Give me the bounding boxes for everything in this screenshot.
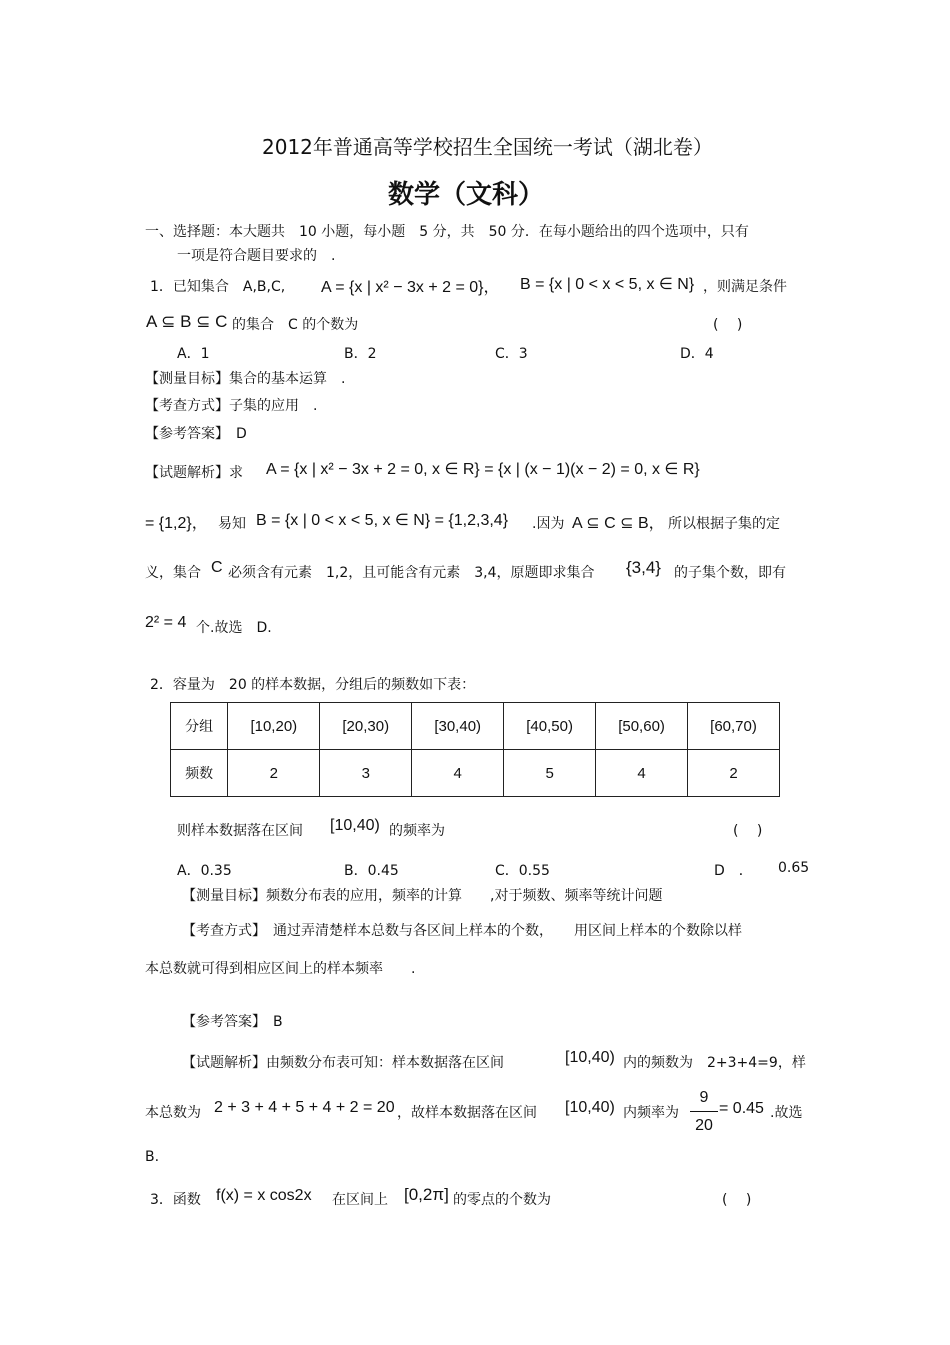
q2-analysis-interval-2: [10,40) bbox=[565, 1099, 615, 1116]
exam-title: 2012年普通高等学校招生全国统一考试（湖北卷） bbox=[262, 135, 713, 159]
table-cell: 2 bbox=[688, 750, 780, 797]
q2-ask-end: 的频率为 bbox=[389, 823, 445, 839]
q1-analysis-because: .因为 bbox=[532, 516, 565, 532]
q2-analysis-line2-c: ，故样本数据落在区间 bbox=[397, 1105, 537, 1121]
q2-analysis-line1-a: 【试题解析】由频数分布表可知：样本数据落在区间 bbox=[182, 1055, 504, 1071]
q1-analysis-label: 【试题解析】求 bbox=[145, 465, 243, 481]
q2-option-d-value: 0.65 bbox=[778, 860, 810, 876]
q2-analysis-result: = 0.45 bbox=[719, 1100, 764, 1117]
q2-answer: 【参考答案】 B bbox=[182, 1014, 283, 1030]
q1-option-c: C．3 bbox=[495, 346, 528, 362]
q2-stem: 2．容量为 20 的样本数据，分组后的频数如下表： bbox=[150, 677, 476, 693]
table-row bbox=[171, 750, 780, 797]
q2-fraction-denominator: 20 bbox=[695, 1117, 713, 1134]
q2-analysis-interval: [10,40) bbox=[565, 1049, 615, 1066]
q1-condition: A ⊆ B ⊆ C bbox=[146, 312, 228, 331]
q1-analysis-easy: 易知 bbox=[218, 516, 246, 532]
table-cell: 2 bbox=[228, 750, 320, 797]
table-cell: 4 bbox=[596, 750, 688, 797]
q2-analysis-line2-e: 内频率为 bbox=[623, 1105, 679, 1121]
q2-option-c: C．0.55 bbox=[495, 863, 550, 879]
q3-stem-num: 3．函数 bbox=[150, 1192, 201, 1208]
table-header-cell: [50,60) bbox=[596, 703, 688, 750]
q3-stem-end: 的零点的个数为 bbox=[453, 1192, 551, 1208]
q2-analysis-total-label: 本总数为 bbox=[145, 1105, 201, 1121]
q2-answer-paren: ( ) bbox=[733, 823, 763, 839]
q2-analysis-choose: .故选 bbox=[770, 1105, 803, 1121]
q2-option-a: A．0.35 bbox=[177, 863, 232, 879]
q1-analysis-chain: A ⊆ C ⊆ B， bbox=[572, 515, 665, 532]
q2-analysis-line1-c: 内的频数为 2+3+4=9，样 bbox=[623, 1055, 806, 1071]
q1-target: 【测量目标】集合的基本运算 . bbox=[145, 371, 346, 387]
q2-target: 【测量目标】频数分布表的应用，频率的计算 ,对于频数、频率等统计问题 bbox=[182, 888, 663, 904]
frequency-table bbox=[170, 702, 780, 797]
table-header-cell: 分组 bbox=[171, 703, 228, 750]
q3-interval: [0,2π] bbox=[404, 1185, 449, 1204]
q1-analysis-set12: = {1,2}， bbox=[145, 515, 208, 532]
q1-analysis-power: 2² = 4 bbox=[145, 614, 187, 631]
q2-analysis-final: B. bbox=[145, 1149, 160, 1165]
q1-analysis-set34: {3,4} bbox=[626, 558, 661, 577]
q1-set-b: B = {x | 0 < x < 5, x ∈ N} bbox=[520, 276, 695, 293]
q1-method: 【考查方式】子集的应用 . bbox=[145, 398, 318, 414]
section-instruction-line2: 一项是符合题目要求的 . bbox=[177, 248, 336, 264]
table-cell: 4 bbox=[412, 750, 504, 797]
table-cell: 3 bbox=[320, 750, 412, 797]
q1-analysis-c: C bbox=[211, 559, 223, 576]
exam-subtitle: 数学（文科） bbox=[388, 180, 545, 210]
q1-option-a: A．1 bbox=[177, 346, 210, 362]
q1-analysis-set-b: B = {x | 0 < x < 5, x ∈ N} = {1,2,3,4} bbox=[256, 512, 509, 529]
table-row bbox=[171, 703, 780, 750]
section-instruction-line1: 一、选择题：本大题共 10 小题，每小题 5 分，共 50 分．在每小题给出的四个选项中，只有 bbox=[145, 224, 749, 240]
table-header-cell: [20,30) bbox=[320, 703, 412, 750]
q1-stem-start: 1．已知集合 A,B,C, bbox=[150, 279, 286, 295]
q3-function: f(x) = x cos2x bbox=[216, 1187, 312, 1204]
q1-analysis-line3-a: 义，集合 bbox=[145, 565, 201, 581]
q1-analysis-expr: A = {x | x² − 3x + 2 = 0, x ∈ R} = {x | (x − 1)(x − 2) = 0, x ∈ R} bbox=[266, 461, 700, 478]
q1-set-a: A = {x | x² − 3x + 2 = 0}， bbox=[321, 279, 500, 296]
q2-option-d: D ． bbox=[714, 863, 753, 879]
q1-answer: 【参考答案】 D bbox=[145, 426, 247, 442]
q2-fraction-numerator: 9 bbox=[699, 1089, 709, 1106]
table-header-cell: [40,50) bbox=[504, 703, 596, 750]
q2-method-line1: 【考查方式】 通过弄清楚样本总数与各区间上样本的个数， 用区间上样本的个数除以样 bbox=[182, 923, 742, 939]
q1-option-b: B．2 bbox=[344, 346, 377, 362]
q2-analysis-total-sum: 2 + 3 + 4 + 5 + 4 + 2 = 20 bbox=[214, 1099, 395, 1116]
q2-option-b: B．0.45 bbox=[344, 863, 399, 879]
q2-ask-start: 则样本数据落在区间 bbox=[177, 823, 303, 839]
table-cell: 5 bbox=[504, 750, 596, 797]
q3-stem-mid: 在区间上 bbox=[332, 1192, 388, 1208]
q1-analysis-conclusion: 个.故选 D. bbox=[196, 620, 272, 636]
q1-answer-paren: ( ) bbox=[713, 317, 743, 333]
q1-analysis-def: 所以根据子集的定 bbox=[668, 516, 780, 532]
q1-condition-text: 的集合 C 的个数为 bbox=[232, 317, 359, 333]
table-header-cell: [30,40) bbox=[412, 703, 504, 750]
q2-fraction-bar bbox=[690, 1111, 718, 1112]
q1-analysis-line3-e: 的子集个数，即有 bbox=[674, 565, 786, 581]
q2-ask-interval: [10,40) bbox=[330, 817, 380, 834]
q2-method-line2: 本总数就可得到相应区间上的样本频率 . bbox=[145, 961, 416, 977]
q1-analysis-line3-c: 必须含有元素 1,2，且可能含有元素 3,4，原题即求集合 bbox=[228, 565, 595, 581]
q1-option-d: D．4 bbox=[680, 346, 714, 362]
table-header-cell: [60,70) bbox=[688, 703, 780, 750]
q3-answer-paren: ( ) bbox=[722, 1192, 752, 1208]
table-cell: 频数 bbox=[171, 750, 228, 797]
q1-stem-end: ，则满足条件 bbox=[703, 279, 787, 295]
table-header-cell: [10,20) bbox=[228, 703, 320, 750]
